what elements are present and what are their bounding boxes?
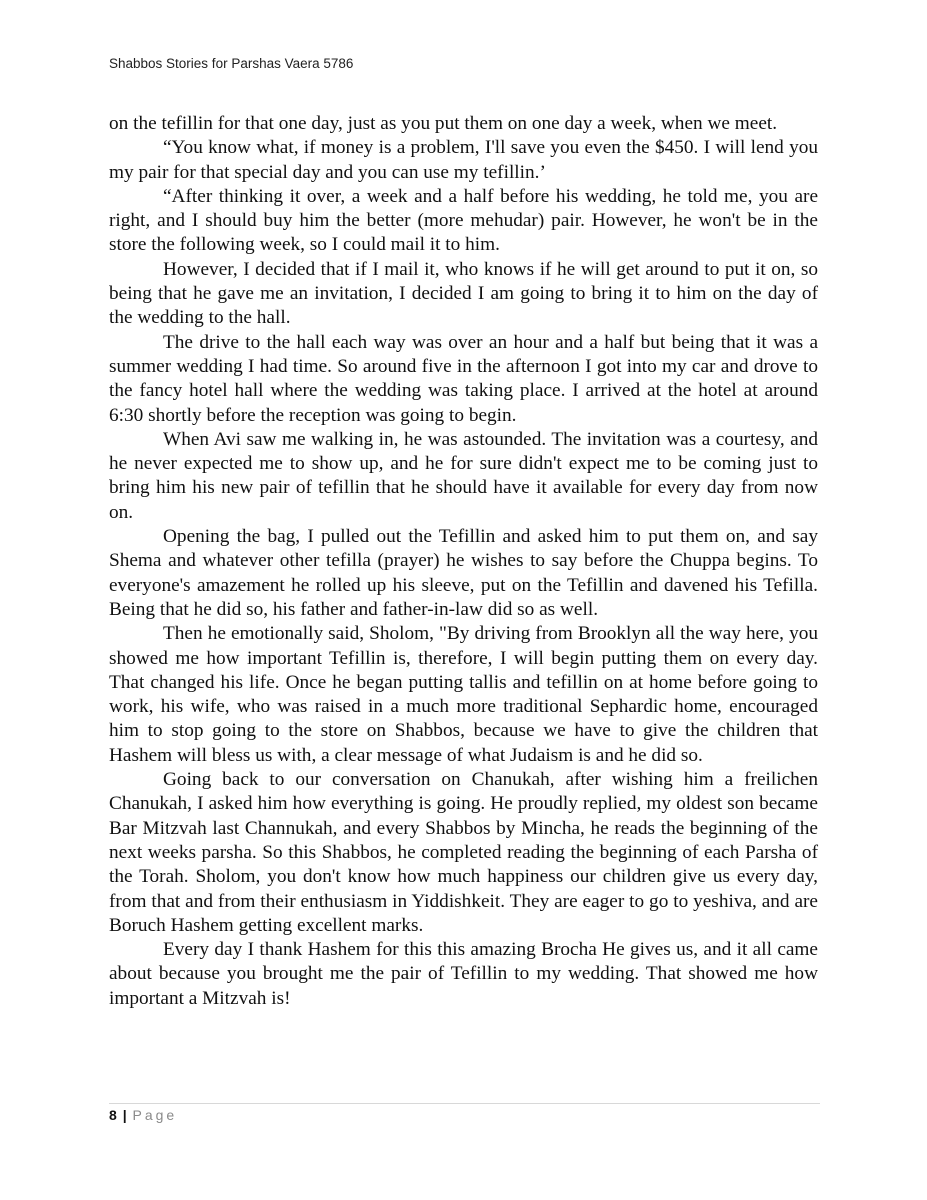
body-text — [109, 112, 818, 1011]
paragraph-9: Every day I thank Hashem for this this amazing Brocha He gives us, and it all came about because you brought me the pair of Tefillin to my wedding. That showed me how important a Mitzvah is! — [109, 939, 818, 1009]
paragraph-1: “You know what, if money is a problem, I'll save you even the $450. I will lend you my pair for that special day and you can use my tefillin.’ — [109, 137, 818, 183]
paragraph-5: When Avi saw me walking in, he was astounded. The invitation was a courtesy, and he never expected me to show up, and he for sure didn't expect me to be coming just to bring him his new pair of tefillin that he should have it available for every day from now on. — [109, 428, 818, 523]
page-label: Page — [132, 1107, 178, 1123]
paragraph-2: “After thinking it over, a week and a half before his wedding, he told me, you are right, and I should buy him the better (more mehudar) pair. However, he won't be in the store the following week, so I could mail it to him. — [109, 185, 818, 256]
paragraph-4: The drive to the hall each way was over an hour and a half but being that it was a summer wedding I had time. So around five in the afternoon I got into my car and drove to the fancy hotel hall where the wedding was taking place. I arrived at the hotel at around 6:30 shortly before the reception was going to begin. — [109, 331, 818, 426]
paragraph-3: However, I decided that if I mail it, who knows if he will get around to put it on, so being that he gave me an invitation, I decided I am going to bring it to him on the day of the wedding to the hall. — [109, 258, 818, 329]
paragraph-6: Opening the bag, I pulled out the Tefillin and asked him to put them on, and say Shema and whatever other tefilla (prayer) he wishes to say before the Chuppa begins. To everyone's amazement he rolled up his sleeve, put on the Tefillin and davened his Tefilla. Being that he did so, his father and father-in-law did so as well. — [109, 526, 818, 620]
paragraph-7: Then he emotionally said, Sholom, "By driving from Brooklyn all the way here, you showed me how important Tefillin is, therefore, I will begin putting them on every day. That changed his life. Once he began putting tallis and tefillin on at home before going to work, his wife, who was raised in a much more traditional Sephardic home, encouraged him to stop going to the store on Shabbos, because we have to give the children that Hashem will bless us with, a clear message of what Judaism is and he did so. — [109, 623, 818, 766]
page-footer — [109, 1107, 177, 1123]
footer-separator: | — [122, 1107, 127, 1123]
paragraph-8: Going back to our conversation on Chanukah, after wishing him a freilichen Chanukah, I asked him how everything is going. He proudly replied, my oldest son became Bar Mitzvah last Channukah, and every Shabbos by Mincha, he reads the beginning of the next weeks parsha. So this Shabbos, he completed reading the beginning of each Parsha of the Torah. Sholom, you don't know how much happiness our children give us every day, from that and from their enthusiasm in Yiddishkeit. They are eager to go to yeshiva, and are Boruch Hashem getting excellent marks. — [109, 769, 818, 936]
running-header: Shabbos Stories for Parshas Vaera 5786 — [109, 56, 354, 71]
footer-divider — [109, 1103, 820, 1104]
page-number: 8 — [109, 1107, 117, 1123]
paragraph-0: on the tefillin for that one day, just as you put them on one day a week, when we meet. — [109, 113, 778, 134]
